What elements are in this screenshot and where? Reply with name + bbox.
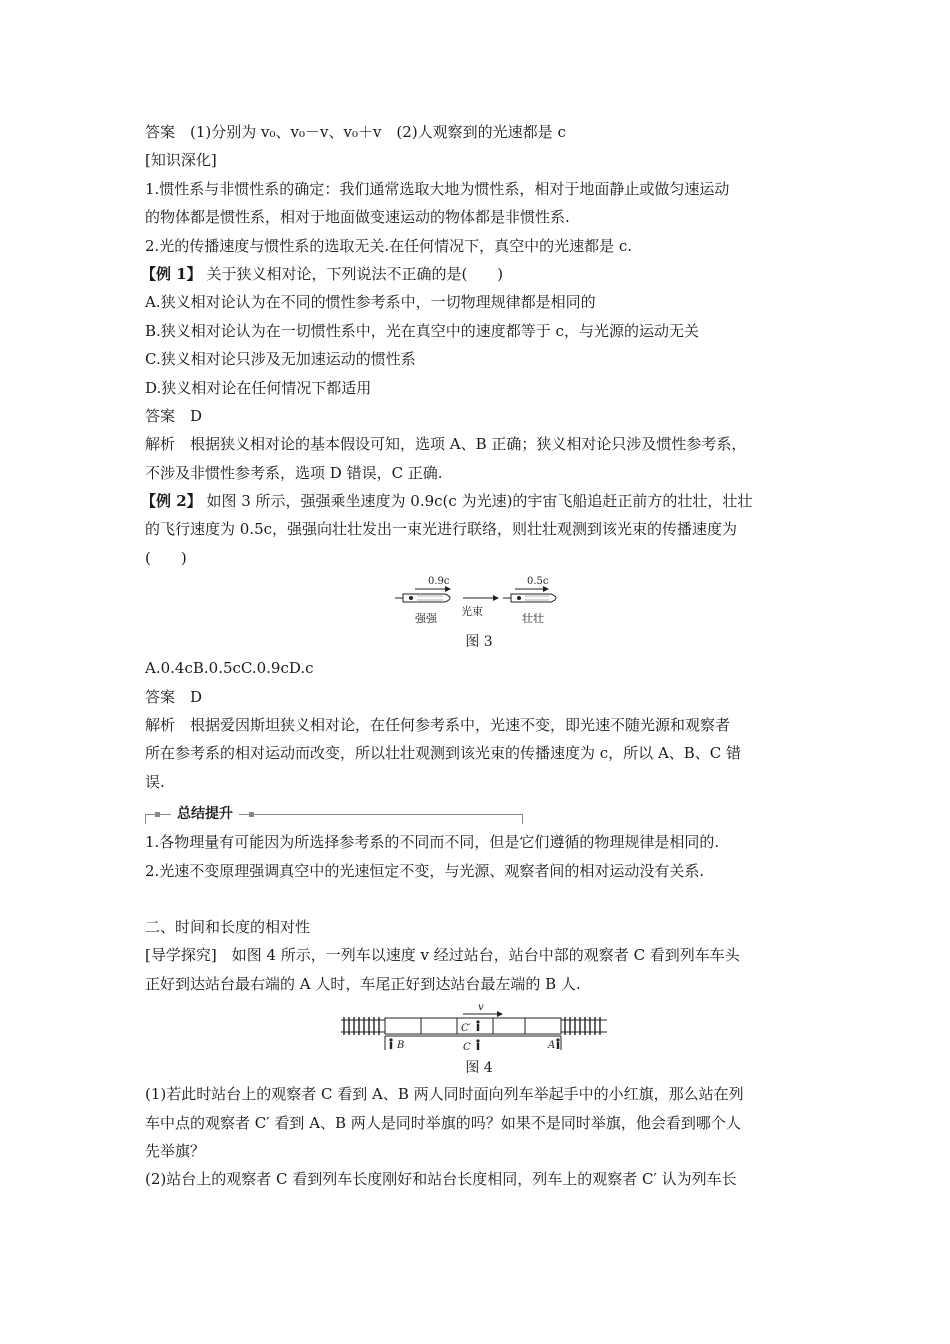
spacer [145,885,813,913]
example-2-stem-2: 的飞行速度为 0.5c，强强向壮壮发出一束光进行联络，则壮壮观测到该光束的传播速度为 [145,520,738,539]
summary-right-edge [522,814,523,824]
example-1-option-b: B.狭义相对论认为在一切惯性系中，光在真空中的速度都等于 c，与光源的运动无关 [145,321,699,340]
example-1-analysis-2: 不涉及非惯性参考系，选项 D 错误，C 正确. [145,463,443,482]
figure-3-caption: 图 3 [465,634,493,651]
example-2-options: A.0.4cB.0.5cC.0.9cD.c [145,659,314,678]
light-beam-arrowhead [493,595,499,601]
example-2-stem-1: 如图 3 所示，强强乘坐速度为 0.9c(c 为光速)的宇宙飞船追赶正前方的壮壮，壮壮 [206,492,753,511]
left-speed-label: 0.9c [428,576,450,588]
left-name-label: 强强 [415,612,437,626]
b-person-icon [389,1039,392,1050]
question-2-line-1: (2)站台上的观察者 C 看到列车长度刚好和站台长度相同，列车上的观察者 C′ 认为列车长 [145,1170,737,1189]
left-spaceship-icon [395,594,450,602]
summary-title: 总结提升 [171,802,239,826]
right-speed-label: 0.5c [527,576,549,588]
answer-line: 答案 (1)分别为 v₀、v₀－v、v₀＋v (2)人观察到的光速都是 c [145,123,566,141]
figure-4-caption: 图 4 [465,1060,493,1077]
train-cars [385,1018,561,1034]
example-2-analysis-1: 解析 根据爱因斯坦狭义相对论，在任何参考系中，光速不变，即光速不随光源和观察者 [145,716,731,735]
figure-4 [145,998,813,1056]
right-spaceship-icon [503,594,556,602]
left-track-icon [341,1017,385,1035]
example-2-stem-3: ( ) [145,548,187,567]
summary-right-marker-icon [249,812,254,817]
right-name-label: 壮壮 [522,612,544,626]
example-1-analysis-1: 解析 根据狭义相对论的基本假设可知，选项 A、B 正确；狭义相对论只涉及惯性参考系， [145,435,747,454]
a-label: A [548,1040,556,1052]
knowledge-point-2: 2.光的传播速度与惯性系的选取无关.在任何情况下，真空中的光速都是 c. [145,236,633,255]
example-2-analysis-2: 所在参考系的相对运动而改变，所以壮壮观测到该光束的传播速度为 c，所以 A、B、C 错 [145,744,742,763]
c-prime-person-icon [476,1021,479,1032]
example-2-answer: 答案 D [145,687,203,706]
knowledge-point-1a: 1.惯性系与非惯性系的确定：我们通常选取大地为惯性系，相对于地面静止或做匀速运动 [145,179,730,198]
section-2-intro-2: 正好到达站台最右端的 A 人时，车尾正好到达站台最左端的 B 人. [145,974,581,993]
summary-left-marker-icon [155,812,160,817]
example-2-question [141,487,813,515]
spaceship-diagram [145,572,813,630]
section-2-title: 二、时间和长度的相对性 [145,917,311,936]
example-1-option-c: C.狭义相对论只涉及无加速运动的惯性系 [145,350,416,369]
figure-3 [145,572,813,630]
question-1-line-1: (1)若此时站台上的观察者 C 看到 A、B 两人同时面向列车举起手中的小红旗，那么站在列 [145,1085,744,1104]
question-1-line-3: 先举旗？ [145,1141,206,1160]
right-track-icon [561,1017,607,1035]
a-person-icon [556,1039,559,1050]
example-1-option-d: D.狭义相对论在任何情况下都适用 [145,378,372,397]
document-page [141,118,813,1194]
beam-label: 光束 [461,605,483,619]
summary-point-2: 2.光速不变原理强调真空中的光速恒定不变，与光源、观察者间的相对运动没有关系. [145,861,705,880]
c-person-icon [476,1040,479,1051]
velocity-label: v [478,1002,484,1014]
example-1-answer: 答案 D [145,406,203,425]
summary-point-1: 1.各物理量有可能因为所选择参考系的不同而不同，但是它们遵循的物理规律是相同的. [145,833,720,852]
question-1-line-2: 车中点的观察者 C′ 看到 A、B 两人是同时举旗的吗？如果不是同时举旗，他会看到哪个人 [145,1113,741,1132]
knowledge-heading: [知识深化] [145,151,217,170]
example-2-analysis-3: 误. [145,772,165,791]
section-2-intro-1: [导学探究] 如图 4 所示，一列车以速度 v 经过站台，站台中部的观察者 C 看到列车车头 [145,946,740,965]
example-1-question [141,260,813,288]
example-2-tag: 【例 2】 [141,492,202,511]
example-1-stem: 关于狭义相对论，下列说法不正确的是( ) [206,264,504,283]
c-prime-label: C′ [461,1023,471,1035]
example-1-option-a: A.狭义相对论认为在不同的惯性参考系中，一切物理规律都是相同的 [145,293,596,312]
summary-header [145,802,813,828]
example-1-tag: 【例 1】 [141,264,202,283]
knowledge-point-1b: 的物体都是惯性系，相对于地面做变速运动的物体都是非惯性系. [145,208,570,227]
c-label: C [463,1042,471,1054]
velocity-arrowhead [497,1011,503,1017]
summary-left-edge [145,814,146,824]
b-label: B [397,1040,405,1052]
train-platform-diagram [145,998,813,1056]
